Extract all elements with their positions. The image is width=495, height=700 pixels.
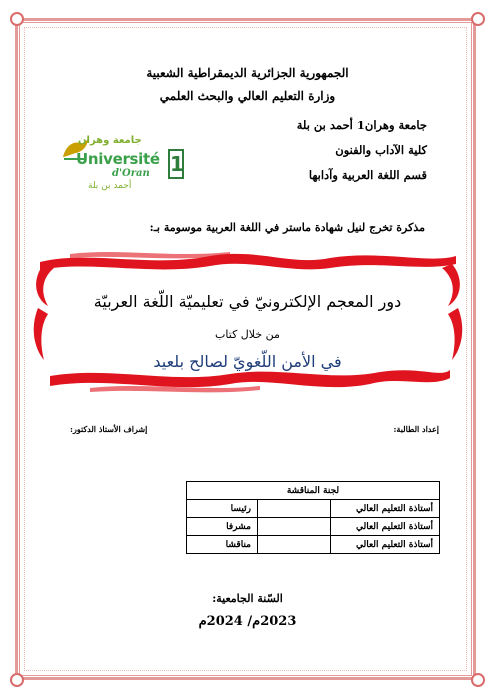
- logo-city: d'Oran: [112, 168, 150, 179]
- table-row: [187, 518, 440, 536]
- logo-arabic-bottom: أحمد بن بلة: [88, 181, 132, 191]
- memo-line: مذكرة تخرج لنيل شهادة ماستر في اللغة العربية موسومة بـ:: [149, 221, 425, 234]
- committee-rank: أستاذة التعليم العالي: [331, 518, 440, 536]
- border-corner-ornament: [471, 673, 485, 687]
- committee-member-name: [258, 518, 331, 536]
- thesis-through-label: من خلال كتاب: [215, 328, 280, 341]
- committee-member-name: [258, 536, 331, 554]
- committee-heading-row: [187, 482, 440, 500]
- border-corner-ornament: [471, 12, 485, 26]
- committee-role: مناقشا: [187, 536, 258, 554]
- committee-role: رئيسا: [187, 500, 258, 518]
- department-name: قسم اللغة العربية وآدابها: [308, 168, 427, 182]
- logo-number: 1: [168, 149, 184, 179]
- border-corner-ornament: [10, 12, 24, 26]
- border-corner-ornament: [10, 673, 24, 687]
- committee-role: مشرفا: [187, 518, 258, 536]
- supervised-by-label: إشراف الأستاذ الدكتور:: [70, 424, 148, 434]
- committee-rank: أستاذة التعليم العالي: [331, 536, 440, 554]
- logo-arabic-top: جامعة وهران: [78, 135, 142, 146]
- university-logo: [60, 135, 188, 193]
- academic-year-value: 2023م/ 2024م: [198, 614, 297, 629]
- table-row: [187, 536, 440, 554]
- committee-rank: أستاذة التعليم العالي: [331, 500, 440, 518]
- table-row: [187, 500, 440, 518]
- thesis-title: دور المعجم الإلكترونيّ في تعليميّة اللّغة العربيّة: [93, 292, 402, 311]
- committee-table: [186, 481, 440, 554]
- faculty-name: كلية الآداب والفنون: [335, 143, 427, 157]
- committee-member-name: [258, 500, 331, 518]
- university-name: جامعة وهران1 أحمد بن بلة: [296, 118, 427, 132]
- academic-year-label: السّنة الجامعية:: [212, 592, 283, 605]
- republic-heading: الجمهورية الجزائرية الديمقراطية الشعبية: [146, 66, 349, 80]
- committee-heading: لجنة المناقشة: [187, 482, 440, 500]
- title-banner-ornament: [30, 248, 466, 398]
- ministry-heading: وزارة التعليم العالي والبحث العلمي: [159, 89, 336, 103]
- prepared-by-label: إعداد الطالبة:: [393, 424, 439, 434]
- thesis-book-title: في الأمن اللّغويّ لصالح بلعيد: [153, 352, 342, 371]
- logo-latin-name: Université: [76, 150, 160, 168]
